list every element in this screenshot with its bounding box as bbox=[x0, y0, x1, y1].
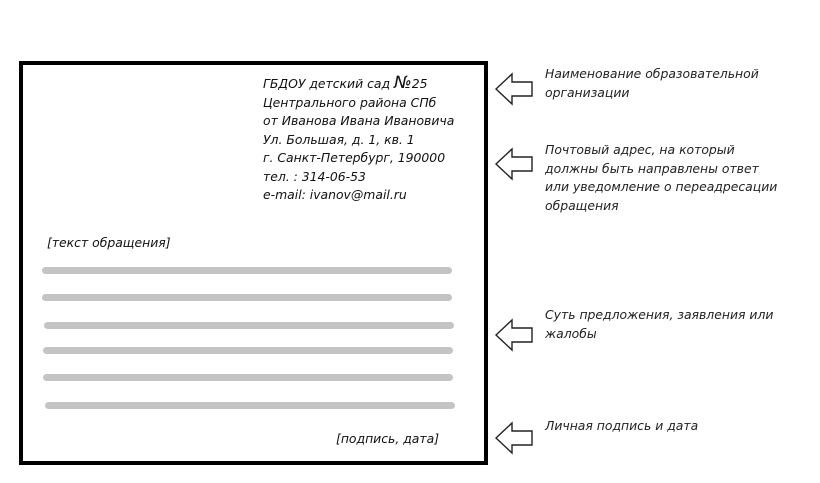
annotation-signature-date: Личная подпись и дата bbox=[545, 418, 699, 433]
sender-email: e-mail: ivanov@mail.ru bbox=[263, 187, 407, 202]
text-line bbox=[43, 347, 453, 354]
arrow-left-icon bbox=[494, 147, 534, 181]
annotation-postal-address: Почтовый адрес, на который должны быть направлены ответ или уведомление о переадресации обращения bbox=[545, 142, 778, 213]
text-line bbox=[42, 294, 452, 301]
addressee-line bbox=[263, 74, 479, 94]
addressee-prefix: ГБДОУ детский сад bbox=[263, 76, 394, 91]
sender-phone: тел. : 314-06-53 bbox=[263, 168, 366, 184]
annotation-request-essence: Суть предложения, заявления или жалобы bbox=[545, 307, 774, 341]
signature-placeholder: [подпись, дата] bbox=[336, 431, 440, 446]
addressee-district: Центрального района СПб bbox=[263, 94, 437, 110]
text-line bbox=[45, 402, 455, 409]
sender-city: г. Санкт-Петербург, 190000 bbox=[263, 150, 446, 165]
annotation-organization: Наименование образовательной организации bbox=[545, 66, 759, 100]
text-line bbox=[43, 374, 453, 381]
number-sign: № bbox=[394, 73, 412, 93]
arrow-left-icon bbox=[494, 421, 534, 455]
sender-street: Ул. Большая, д. 1, кв. 1 bbox=[263, 131, 415, 147]
letter-header bbox=[263, 74, 479, 205]
text-line bbox=[44, 322, 454, 329]
body-placeholder: [текст обращения] bbox=[47, 235, 171, 250]
addressee-number: 25 bbox=[411, 76, 428, 91]
arrow-left-icon bbox=[494, 318, 534, 352]
sender-name: от Иванова Ивана Ивановича bbox=[263, 113, 455, 128]
text-line bbox=[42, 267, 452, 274]
arrow-left-icon bbox=[494, 72, 534, 106]
